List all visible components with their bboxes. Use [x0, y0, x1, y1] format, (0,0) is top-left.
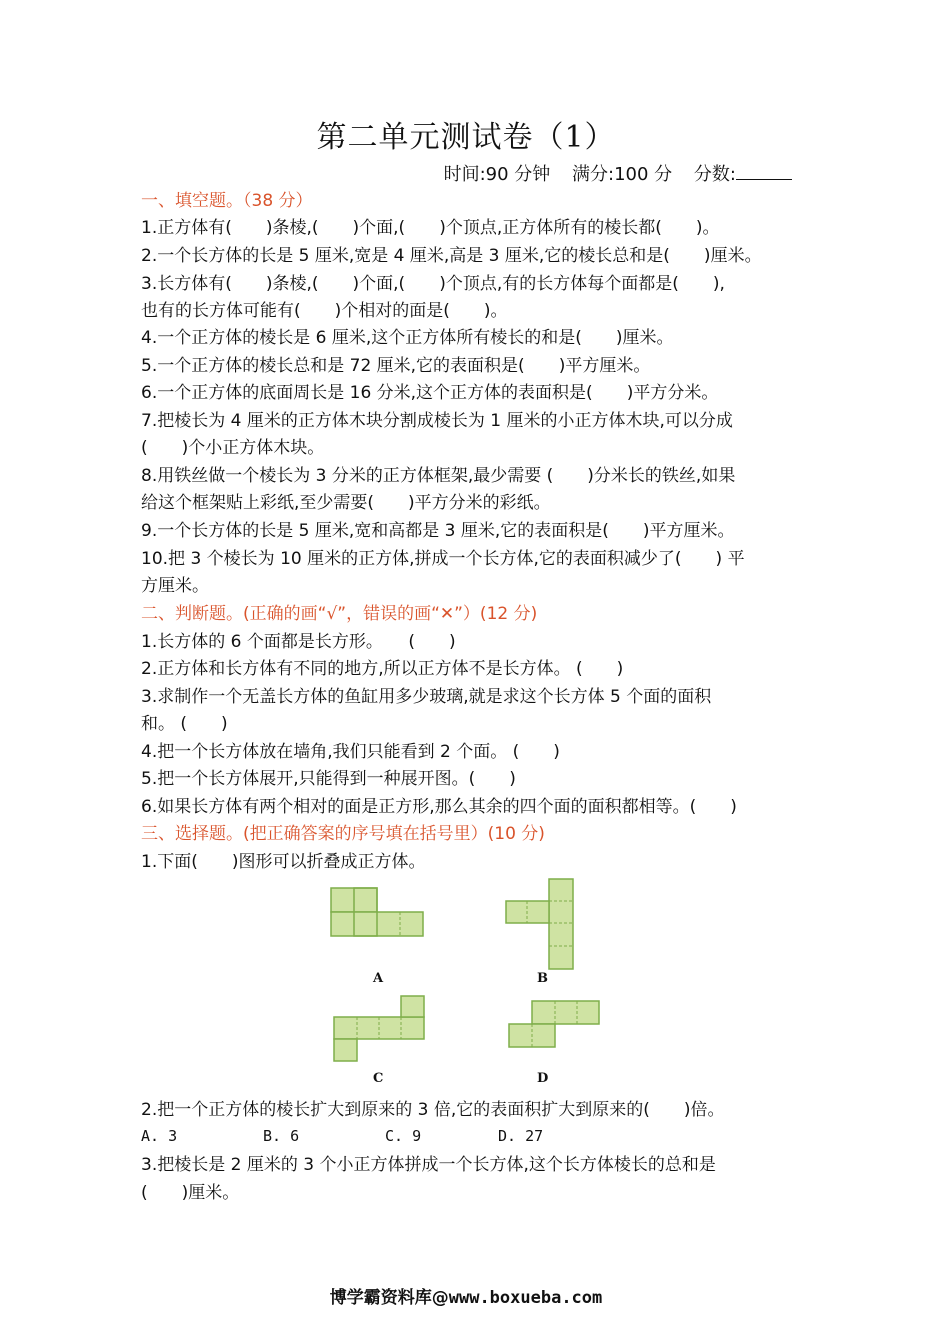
cube-net-c [333, 995, 425, 1063]
page-title: 第二单元测试卷（1） [316, 120, 616, 155]
fill-question-9: 9.一个长方体的长是 5 厘米,宽和高都是 3 厘米,它的表面积是( )平方厘米。 [141, 521, 735, 541]
choice-question-3: 3.把棱长是 2 厘米的 3 个小正方体拼成一个长方体,这个长方体棱长的总和是 [141, 1155, 716, 1175]
choice-question-2-options [141, 1127, 543, 1145]
footer-brand: 博学霸资料库@ [329, 1288, 449, 1308]
footer-url: www.boxueba.com [448, 1288, 603, 1308]
exam-full-score: 满分:100 分 [572, 164, 673, 185]
judge-question-2: 2.正方体和长方体有不同的地方,所以正方体不是长方体。 ( ) [141, 659, 624, 679]
fill-question-1: 1.正方体有( )条棱,( )个面,( )个顶点,正方体所有的棱长都( )。 [141, 218, 720, 238]
option-c: C. 9 [385, 1127, 422, 1145]
fill-question-10: 10.把 3 个棱长为 10 厘米的正方体,拼成一个长方体,它的表面积减少了( ) 平 [141, 549, 745, 569]
cube-net-b [505, 878, 575, 970]
fill-question-4: 4.一个正方体的棱长是 6 厘米,这个正方体所有棱长的和是( )厘米。 [141, 328, 674, 348]
judge-question-3: 3.求制作一个无盖长方体的鱼缸用多少玻璃,就是求这个长方体 5 个面的面积 [141, 687, 712, 707]
fill-question-2: 2.一个长方体的长是 5 厘米,宽是 4 厘米,高是 3 厘米,它的棱长总和是( )厘米。 [141, 246, 762, 266]
section-fill-title: 一、填空题。（38 分） [141, 191, 313, 211]
net-label-b: B [537, 971, 548, 986]
judge-question-1: 1.长方体的 6 个面都是长方形。 ( ) [141, 632, 456, 652]
section-choice-title: 三、选择题。(把正确答案的序号填在括号里）(10 分) [141, 824, 545, 844]
net-label-c: C [373, 1071, 384, 1086]
judge-question-5: 5.把一个长方体展开,只能得到一种展开图。( ) [141, 769, 516, 789]
fill-question-7-cont: ( )个小正方体木块。 [141, 438, 325, 458]
judge-question-4: 4.把一个长方体放在墙角,我们只能看到 2 个面。 ( ) [141, 742, 560, 762]
exam-time: 时间:90 分钟 [443, 164, 551, 185]
net-label-a: A [373, 971, 384, 986]
fill-question-8: 8.用铁丝做一个棱长为 3 分米的正方体框架,最少需要 ( )分米长的铁丝,如果 [141, 466, 736, 486]
fill-question-3: 3.长方体有( )条棱,( )个面,( )个顶点,有的长方体每个面都是( ), [141, 274, 725, 294]
cube-net-d [508, 1000, 600, 1048]
footer-watermark [0, 1283, 932, 1308]
option-b: B. 6 [263, 1127, 300, 1145]
option-d: D. 27 [498, 1127, 544, 1145]
fill-question-7: 7.把棱长为 4 厘米的正方体木块分割成棱长为 1 厘米的小正方体木块,可以分成 [141, 411, 733, 431]
fill-question-3-cont: 也有的长方体可能有( )个相对的面是( )。 [141, 301, 508, 321]
exam-meta [428, 160, 792, 186]
fill-question-10-cont: 方厘米。 [141, 576, 209, 596]
fill-question-8-cont: 给这个框架贴上彩纸,至少需要( )平方分米的彩纸。 [141, 493, 551, 513]
section-judge-title: 二、判断题。(正确的画“√”，错误的画“✕”）(12 分) [141, 604, 538, 624]
fill-question-5: 5.一个正方体的棱长总和是 72 厘米,它的表面积是( )平方厘米。 [141, 356, 651, 376]
fill-question-6: 6.一个正方体的底面周长是 16 分米,这个正方体的表面积是( )平方分米。 [141, 383, 719, 403]
net-label-d: D [537, 1071, 549, 1086]
choice-question-3-cont: ( )厘米。 [141, 1183, 240, 1203]
judge-question-6: 6.如果长方体有两个相对的面是正方形,那么其余的四个面的面积都相等。( ) [141, 797, 737, 817]
cube-net-a [330, 887, 424, 937]
choice-question-1: 1.下面( )图形可以折叠成正方体。 [141, 852, 426, 872]
score-blank [736, 165, 792, 180]
option-a: A. 3 [141, 1127, 178, 1145]
exam-score: 分数: [693, 164, 736, 185]
judge-question-3-cont: 和。 ( ) [141, 714, 228, 734]
choice-question-2: 2.把一个正方体的棱长扩大到原来的 3 倍,它的表面积扩大到原来的( )倍。 [141, 1100, 725, 1120]
